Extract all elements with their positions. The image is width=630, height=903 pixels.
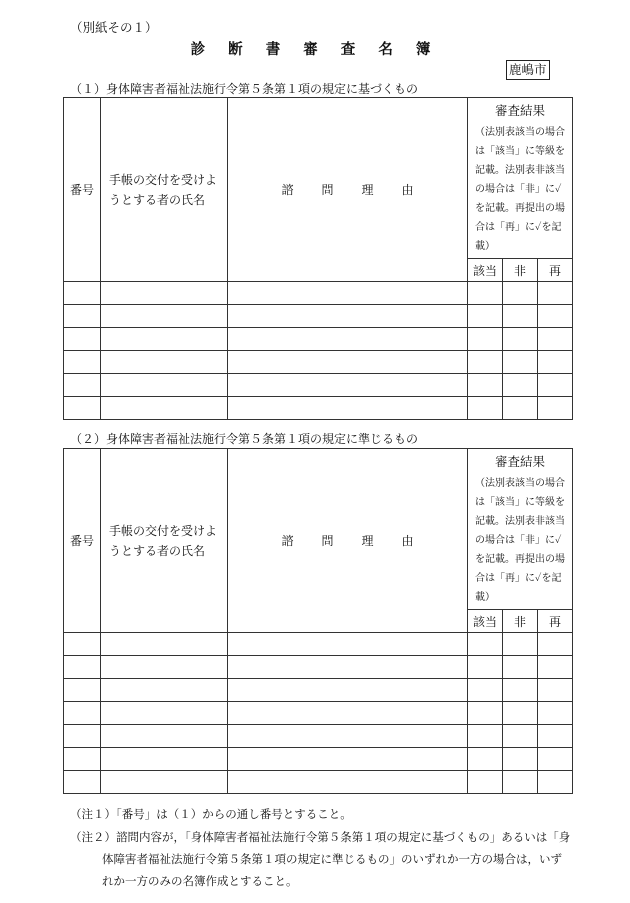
- cell-name[interactable]: [101, 374, 228, 397]
- table-row: [64, 725, 573, 748]
- cell-resubmit[interactable]: [538, 748, 573, 771]
- cell-applicable[interactable]: [468, 282, 503, 305]
- table-row: [64, 633, 573, 656]
- table-row: [64, 328, 573, 351]
- header-resubmit: 再: [538, 610, 573, 633]
- note-1: （注１）「番号」は（１）からの通し番号とすること。: [70, 807, 352, 821]
- cell-reason[interactable]: [228, 633, 468, 656]
- cell-reason[interactable]: [228, 305, 468, 328]
- header-inquiry-reason: 諮 問 理 由: [228, 449, 468, 633]
- header-number: 番号: [64, 98, 101, 282]
- cell-non[interactable]: [503, 656, 538, 679]
- cell-number[interactable]: [64, 374, 101, 397]
- header-applicable: 該当: [468, 610, 503, 633]
- header-number: 番号: [64, 449, 101, 633]
- table-row: [64, 397, 573, 420]
- review-result-instructions: （法別表該当の場合 は「該当」に等級を 記載。法別表非該当 の場合は「非」に✓ を記載。再提出の場 合は「再」に✓を記 載）: [475, 127, 565, 252]
- cell-non[interactable]: [503, 771, 538, 794]
- cell-non[interactable]: [503, 679, 538, 702]
- header-inquiry-reason: 諮 問 理 由: [228, 98, 468, 282]
- cell-number[interactable]: [64, 725, 101, 748]
- header-applicant-name: 手帳の交付を受けよ うとする者の氏名: [101, 98, 228, 282]
- table-row: [64, 351, 573, 374]
- cell-applicable[interactable]: [468, 633, 503, 656]
- table-row: [64, 748, 573, 771]
- table-row: [64, 702, 573, 725]
- table-row: [64, 374, 573, 397]
- cell-number[interactable]: [64, 397, 101, 420]
- cell-non[interactable]: [503, 351, 538, 374]
- cell-reason[interactable]: [228, 397, 468, 420]
- section-1-heading: （１）身体障害者福祉法施行令第５条第１項の規定に基づくもの: [70, 82, 419, 96]
- cell-resubmit[interactable]: [538, 305, 573, 328]
- cell-non[interactable]: [503, 397, 538, 420]
- cell-resubmit[interactable]: [538, 397, 573, 420]
- header-applicable: 該当: [468, 259, 503, 282]
- cell-applicable[interactable]: [468, 656, 503, 679]
- cell-number[interactable]: [64, 328, 101, 351]
- cell-reason[interactable]: [228, 328, 468, 351]
- table-row: [64, 656, 573, 679]
- table-row: [64, 771, 573, 794]
- cell-number[interactable]: [64, 633, 101, 656]
- cell-name[interactable]: [101, 305, 228, 328]
- cell-name[interactable]: [101, 656, 228, 679]
- cell-applicable[interactable]: [468, 725, 503, 748]
- document-title: 診 断 書 審 査 名 簿: [190, 41, 440, 58]
- cell-reason[interactable]: [228, 656, 468, 679]
- cell-resubmit[interactable]: [538, 374, 573, 397]
- cell-resubmit[interactable]: [538, 328, 573, 351]
- cell-applicable[interactable]: [468, 679, 503, 702]
- cell-reason[interactable]: [228, 679, 468, 702]
- cell-non[interactable]: [503, 328, 538, 351]
- cell-resubmit[interactable]: [538, 351, 573, 374]
- cell-applicable[interactable]: [468, 305, 503, 328]
- header-non-applicable: 非: [503, 610, 538, 633]
- cell-applicable[interactable]: [468, 771, 503, 794]
- cell-resubmit[interactable]: [538, 725, 573, 748]
- header-review-result: 審査結果 （法別表該当の場合 は「該当」に等級を 記載。法別表非該当 の場合は「非」に✓ を記載。再提出の場 合は「再」に✓を記 載）: [468, 98, 573, 259]
- cell-name[interactable]: [101, 725, 228, 748]
- cell-name[interactable]: [101, 679, 228, 702]
- cell-name[interactable]: [101, 282, 228, 305]
- cell-non[interactable]: [503, 305, 538, 328]
- cell-resubmit[interactable]: [538, 633, 573, 656]
- cell-number[interactable]: [64, 305, 101, 328]
- cell-reason[interactable]: [228, 374, 468, 397]
- header-applicant-name: 手帳の交付を受けよ うとする者の氏名: [101, 449, 228, 633]
- cell-resubmit[interactable]: [538, 771, 573, 794]
- cell-name[interactable]: [101, 328, 228, 351]
- cell-name[interactable]: [101, 771, 228, 794]
- header-review-result: 審査結果 （法別表該当の場合 は「該当」に等級を 記載。法別表非該当 の場合は「非」に✓ を記載。再提出の場 合は「再」に✓を記 載）: [468, 449, 573, 610]
- table-row: [64, 305, 573, 328]
- cell-applicable[interactable]: [468, 702, 503, 725]
- cell-non[interactable]: [503, 633, 538, 656]
- cell-reason[interactable]: [228, 351, 468, 374]
- table-row: [64, 282, 573, 305]
- cell-resubmit[interactable]: [538, 656, 573, 679]
- cell-resubmit[interactable]: [538, 702, 573, 725]
- cell-reason[interactable]: [228, 702, 468, 725]
- cell-non[interactable]: [503, 725, 538, 748]
- city-stamp: 鹿嶋市: [506, 60, 550, 80]
- cell-number[interactable]: [64, 282, 101, 305]
- cell-applicable[interactable]: [468, 748, 503, 771]
- cell-number[interactable]: [64, 351, 101, 374]
- cell-applicable[interactable]: [468, 374, 503, 397]
- review-result-instructions: （法別表該当の場合 は「該当」に等級を 記載。法別表非該当 の場合は「非」に✓ を記載。再提出の場 合は「再」に✓を記 載）: [475, 478, 565, 603]
- table-row: [64, 679, 573, 702]
- cell-name[interactable]: [101, 351, 228, 374]
- register-table-1: [63, 97, 573, 420]
- annex-label: （別紙その１）: [70, 20, 158, 35]
- cell-reason[interactable]: [228, 282, 468, 305]
- section-2-heading: （２）身体障害者福祉法施行令第５条第１項の規定に準じるもの: [70, 432, 419, 446]
- note-2: （注２）諮問内容が，「身体障害者福祉法施行令第５条第１項の規定に基づくもの」あるいは「身 体障害者福祉法施行令第５条第１項の規定に準じるもの」のいずれか一方の場合は，いず れか一方のみの名簿作成とすること。: [70, 830, 571, 888]
- cell-number[interactable]: [64, 748, 101, 771]
- cell-number[interactable]: [64, 702, 101, 725]
- cell-reason[interactable]: [228, 771, 468, 794]
- header-resubmit: 再: [538, 259, 573, 282]
- cell-resubmit[interactable]: [538, 679, 573, 702]
- cell-non[interactable]: [503, 374, 538, 397]
- cell-number[interactable]: [64, 771, 101, 794]
- cell-name[interactable]: [101, 702, 228, 725]
- cell-resubmit[interactable]: [538, 282, 573, 305]
- cell-number[interactable]: [64, 679, 101, 702]
- cell-reason[interactable]: [228, 725, 468, 748]
- cell-name[interactable]: [101, 397, 228, 420]
- cell-name[interactable]: [101, 748, 228, 771]
- cell-name[interactable]: [101, 633, 228, 656]
- cell-applicable[interactable]: [468, 351, 503, 374]
- cell-number[interactable]: [64, 656, 101, 679]
- cell-non[interactable]: [503, 282, 538, 305]
- cell-non[interactable]: [503, 748, 538, 771]
- cell-applicable[interactable]: [468, 397, 503, 420]
- header-non-applicable: 非: [503, 259, 538, 282]
- register-table-2: [63, 448, 573, 794]
- cell-non[interactable]: [503, 702, 538, 725]
- cell-applicable[interactable]: [468, 328, 503, 351]
- cell-reason[interactable]: [228, 748, 468, 771]
